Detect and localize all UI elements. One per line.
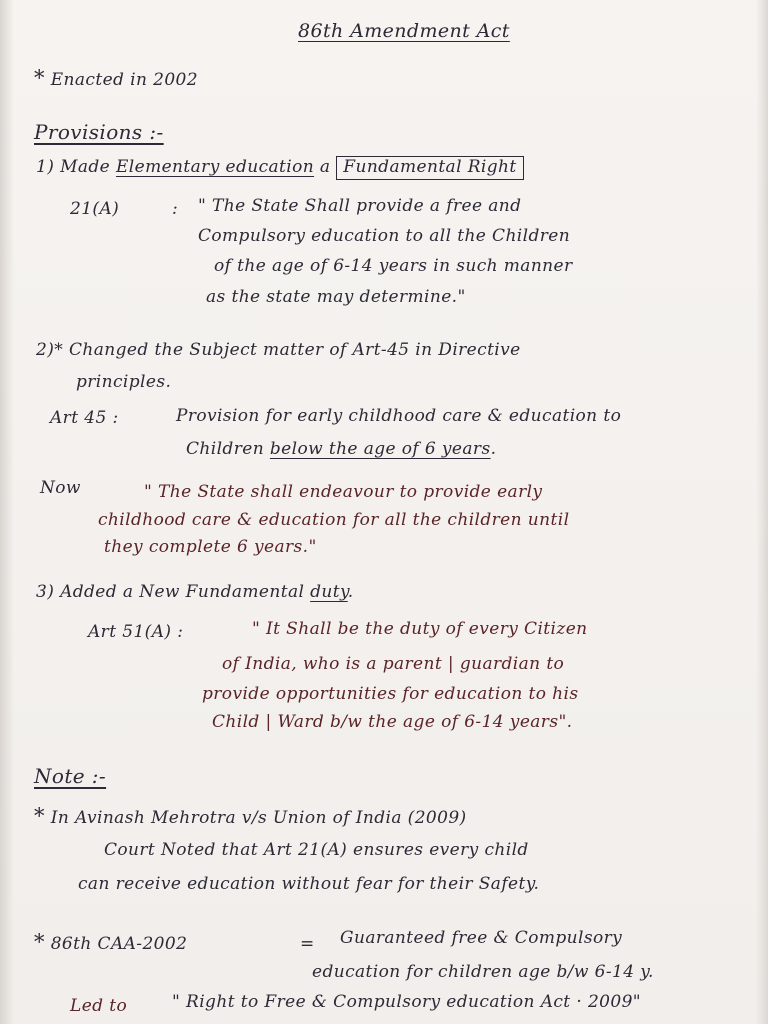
provision-2-text-1: Changed the Subject matter of Art-45 in Directive [68,340,521,360]
caa-rhs-2: education for children age b/w 6-14 y. [312,962,654,982]
article-51a-quote-3: provide opportunities for education to his [202,684,579,704]
caa-rhs-1: Guaranteed free & Compulsory [340,928,623,948]
provision-1-line [36,156,524,180]
article-45-label: Art 45 : [50,408,119,428]
now-label: Now [40,478,81,498]
provision-1-number: 1) [36,157,55,177]
article-51a-label: Art 51(A) : [88,622,184,642]
now-quote-3: they complete 6 years." [104,537,317,557]
caa-line-1 [34,932,187,953]
provision-3-text: Added a New Fundamental [60,582,305,602]
note-star-icon: * [34,804,45,828]
caa-lhs: 86th CAA-2002 [50,934,188,954]
now-quote-2: childhood care & education for all the children until [98,510,570,530]
bullet-star-icon: * [34,66,45,90]
provision-3-line-1 [36,584,354,601]
article-51a-quote-2: of India, who is a parent | guardian to [222,654,565,674]
led-to-label: Led to [70,996,128,1016]
provision-2-number: 2)* [36,340,64,360]
article-45-line-1: Provision for early childhood care & education to [176,406,622,426]
provision-1-article-a: a [319,157,331,177]
page-title: 86th Amendment Act [298,20,510,42]
fundamental-right-box: Fundamental Right [336,156,523,180]
provision-1-underlined: Elementary education [115,157,315,177]
now-quote-1: " The State shall endeavour to provide early [144,482,543,502]
article-51a-quote-1: " It Shall be the duty of every Citizen [252,619,588,639]
provision-1-lead: Made [60,157,111,177]
provision-2-line-2: principles. [76,372,172,392]
caa-equals: = [300,934,315,954]
article-21a-quote-3: of the age of 6-14 years in such manner [214,256,573,276]
article-45-line-2 [186,441,496,458]
note-text-1: In Avinash Mehrotra v/s Union of India (2009) [50,808,467,828]
provision-2-line-1 [36,342,521,359]
note-line-2: Court Noted that Art 21(A) ensures every child [104,840,529,860]
provision-3-post: . [347,582,354,602]
article-45-line-2-post: . [490,439,497,459]
note-line-1 [34,806,467,827]
rte-act-quote: " Right to Free & Compulsory education Act · 2009" [172,992,642,1012]
note-line-3: can receive education without fear for their Safety. [78,874,540,894]
article-51a-quote-4: Child | Ward b/w the age of 6-14 years". [212,712,573,732]
article-45-line-2-underlined: below the age of 6 years [269,439,491,459]
article-45-line-2-pre: Children [186,439,265,459]
article-21a-quote-2: Compulsory education to all the Children [198,226,571,246]
enacted-text: Enacted in 2002 [50,70,198,90]
note-heading: Note :- [34,764,107,788]
article-21a-quote-1: " The State Shall provide a free and [198,196,522,216]
article-21a-colon: : [172,199,179,219]
provision-3-underlined: duty [310,582,348,602]
provision-3-number: 3) [36,582,55,602]
article-21a-quote-4: as the state may determine." [206,287,466,307]
provisions-heading: Provisions :- [34,120,164,144]
article-21a-label: 21(A) [70,199,120,219]
caa-star-icon: * [34,930,45,954]
enacted-line [34,68,198,89]
